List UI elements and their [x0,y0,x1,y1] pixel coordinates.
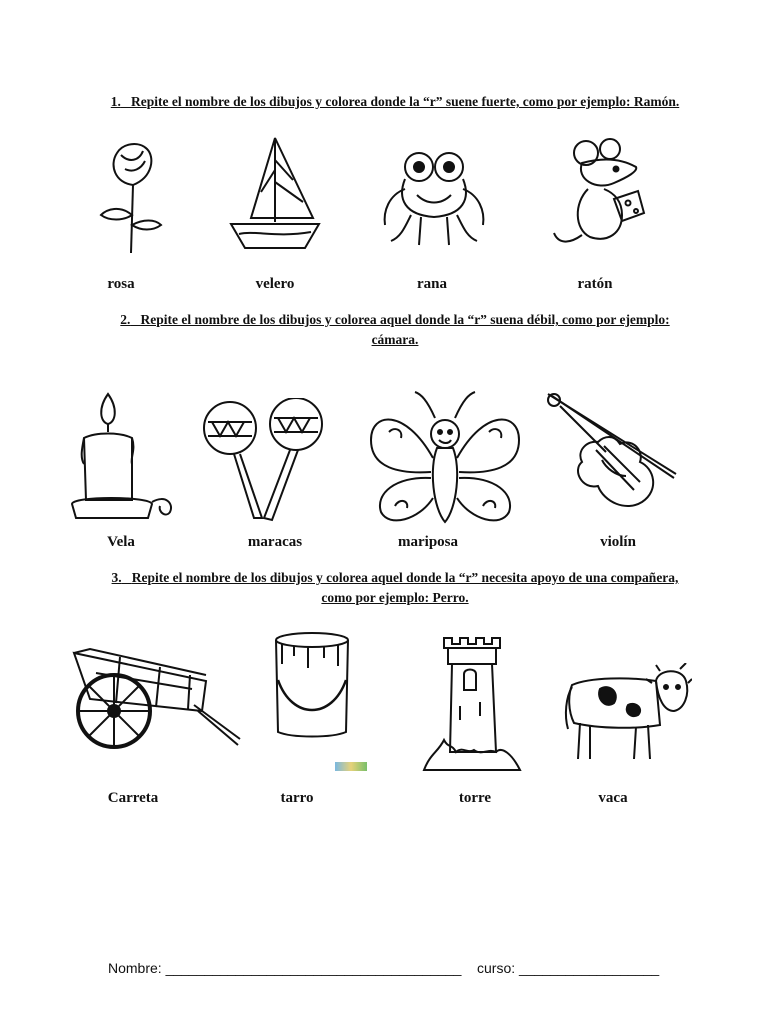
word-rosa: rosa [107,276,135,292]
word-torre: torre [458,790,492,806]
word-maracas: maracas [247,534,303,550]
jar-logo [335,762,367,771]
instruction-text: Repite el nombre de los dibujos y colorea donde la “r” suene fuerte, como por ejemplo: Ramón. [131,94,680,109]
word-velero: velero [255,276,295,292]
instruction-1 [110,92,680,112]
course-label: curso: [477,960,516,976]
name-line[interactable]: ______________________________________ [165,960,462,976]
word-raton: ratón [577,276,613,292]
instruction-text: Repite el nombre de los dibujos y colorea aquel donde la “r” necesita apoyo de una compañera, como por ejemplo: Perro. [131,570,679,605]
instruction-2 [110,310,680,350]
instruction-number: 3. [111,570,122,585]
cow-drawing [560,663,692,763]
name-label: Nombre: [108,960,162,976]
candle-drawing [70,388,175,530]
tower-drawing [422,634,522,774]
word-mariposa: mariposa [398,534,458,550]
word-violin: violín [600,534,636,550]
instruction-number: 1. [110,94,121,109]
word-carreta: Carreta [107,790,159,806]
instruction-number: 2. [120,312,131,327]
jar-drawing [272,630,352,742]
student-footer [108,960,659,976]
cart-drawing [70,645,242,755]
rose-drawing [95,135,170,260]
instruction-3 [110,568,680,608]
frog-drawing [375,145,493,253]
word-rana: rana [417,276,447,292]
instruction-text: Repite el nombre de los dibujos y colorea aquel donde la “r” suena débil, como por ejemplo: cámara. [140,312,670,347]
word-vela: Vela [107,534,135,550]
course-line[interactable]: __________________ [519,960,660,976]
word-tarro: tarro [280,790,314,806]
mouse-drawing [552,137,650,252]
maracas-drawing [200,398,330,528]
violin-drawing [542,390,682,522]
sailboat-drawing [225,130,325,260]
word-vaca: vaca [598,790,628,806]
butterfly-drawing [365,388,525,538]
